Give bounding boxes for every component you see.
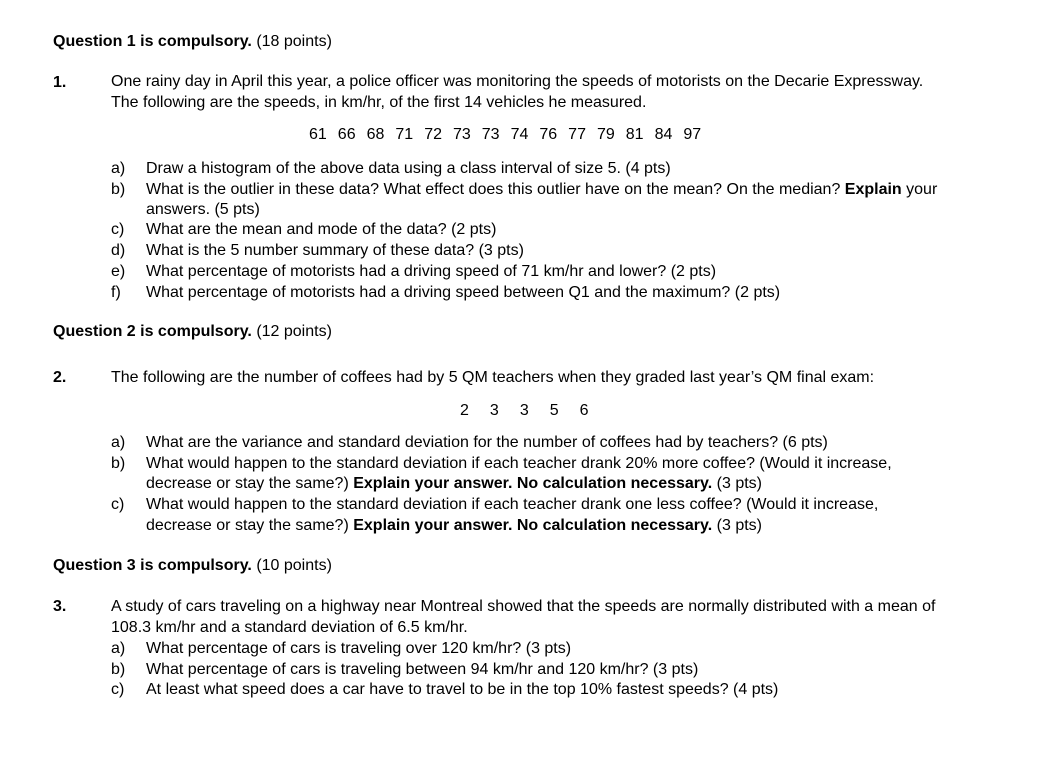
q2-points: (12 points) xyxy=(256,323,332,340)
q2-heading xyxy=(53,322,332,342)
q3-heading xyxy=(53,556,332,576)
q2-coffees-list xyxy=(460,401,589,421)
speed-value: 79 xyxy=(596,126,615,143)
q2-part-a xyxy=(111,433,828,453)
q2-b-line2 xyxy=(146,474,762,494)
q1-speeds-list xyxy=(309,125,701,145)
coffee-value: 3 xyxy=(489,402,499,419)
q2-part-b xyxy=(111,454,892,474)
coffee-value: 6 xyxy=(579,402,589,419)
q2-intro: The following are the number of coffees had by 5 QM teachers when they graded last year’s QM final exam: xyxy=(111,369,875,386)
q1-number: 1. xyxy=(53,74,67,91)
q1-part-a xyxy=(111,159,671,179)
speed-value: 71 xyxy=(395,126,414,143)
q2-c-text: What would happen to the standard deviation if each teacher drank one less coffee? (Would it increase, xyxy=(146,496,879,513)
speed-value: 84 xyxy=(654,126,673,143)
speed-value: 61 xyxy=(309,126,327,143)
q3-a-letter: a) xyxy=(111,640,126,657)
q3-part-b xyxy=(111,660,698,680)
q1-b-line2: answers. (5 pts) xyxy=(146,201,260,218)
coffee-value: 2 xyxy=(460,402,469,419)
q1-d-letter: d) xyxy=(111,242,126,259)
q1-e-text: What percentage of motorists had a driving speed of 71 km/hr and lower? (2 pts) xyxy=(146,263,717,280)
speed-value: 73 xyxy=(452,126,471,143)
speed-value: 73 xyxy=(481,126,500,143)
q3-intro-line2: 108.3 km/hr and a standard deviation of 6.5 km/hr. xyxy=(111,619,468,636)
q2-c-line2b: (3 pts) xyxy=(716,517,762,534)
q3-a-text: What percentage of cars is traveling over 120 km/hr? (3 pts) xyxy=(146,640,572,657)
q1-c-letter: c) xyxy=(111,221,125,238)
q2-c-bold: Explain your answer. No calculation necessary. xyxy=(353,517,713,534)
q3-number: 3. xyxy=(53,598,67,615)
q1-part-b xyxy=(111,180,937,200)
q3-part-a xyxy=(111,639,571,659)
speed-value: 81 xyxy=(625,126,644,143)
speed-value: 76 xyxy=(539,126,558,143)
q3-c-letter: c) xyxy=(111,681,125,698)
q1-points: (18 points) xyxy=(256,33,332,50)
q1-b-text2: your xyxy=(906,181,938,198)
q3-points: (10 points) xyxy=(256,557,332,574)
q1-a-letter: a) xyxy=(111,160,126,177)
q2-c-line2 xyxy=(146,516,762,536)
speed-value: 72 xyxy=(424,126,442,143)
q1-heading xyxy=(53,32,332,52)
coffee-value: 5 xyxy=(549,402,559,419)
q1-part-e xyxy=(111,262,716,282)
q1-b-letter: b) xyxy=(111,181,126,198)
q1-intro-line1: One rainy day in April this year, a police officer was monitoring the speeds of motorists on the Decarie Expressway. xyxy=(111,73,924,90)
q2-c-letter: c) xyxy=(111,496,125,513)
q1-b-text1: What is the outlier in these data? What effect does this outlier have on the mean? On the median? xyxy=(146,181,841,198)
q2-a-letter: a) xyxy=(111,434,126,451)
speed-value: 97 xyxy=(683,126,702,143)
q1-a-text: Draw a histogram of the above data using a class interval of size 5. (4 pts) xyxy=(146,160,671,177)
q1-b-bold: Explain xyxy=(844,181,902,198)
q3-c-text: At least what speed does a car have to travel to be in the top 10% fastest speeds? (4 pts) xyxy=(146,681,779,698)
q2-b-line2b: (3 pts) xyxy=(716,475,762,492)
q2-b-line2a: decrease or stay the same?) xyxy=(146,475,349,492)
q2-b-text: What would happen to the standard deviation if each teacher drank 20% more coffee? (Would it increase, xyxy=(146,455,892,472)
q3-heading-bold: Question 3 is compulsory. xyxy=(53,557,252,574)
q1-e-letter: e) xyxy=(111,263,126,280)
speed-value: 74 xyxy=(510,126,529,143)
q2-a-text: What are the variance and standard deviation for the number of coffees had by teachers? (6 pts) xyxy=(146,434,828,451)
q1-part-c xyxy=(111,220,496,240)
q1-heading-bold: Question 1 is compulsory. xyxy=(53,33,252,50)
q3-b-text: What percentage of cars is traveling between 94 km/hr and 120 km/hr? (3 pts) xyxy=(146,661,699,678)
speed-value: 77 xyxy=(568,126,586,143)
q3-part-c xyxy=(111,680,778,700)
q1-part-d xyxy=(111,241,524,261)
q1-d-text: What is the 5 number summary of these data? (3 pts) xyxy=(146,242,524,259)
q2-c-line2a: decrease or stay the same?) xyxy=(146,517,349,534)
q1-c-text: What are the mean and mode of the data? (2 pts) xyxy=(146,221,497,238)
q1-intro-line2: The following are the speeds, in km/hr, of the first 14 vehicles he measured. xyxy=(111,94,647,111)
q1-f-text: What percentage of motorists had a driving speed between Q1 and the maximum? (2 pts) xyxy=(146,284,781,301)
q1-f-letter: f) xyxy=(111,284,121,301)
q2-b-bold: Explain your answer. No calculation necessary. xyxy=(353,475,713,492)
q2-heading-bold: Question 2 is compulsory. xyxy=(53,323,252,340)
q2-number: 2. xyxy=(53,369,67,386)
speed-value: 68 xyxy=(366,126,385,143)
coffee-value: 3 xyxy=(519,402,529,419)
q2-part-c xyxy=(111,495,878,515)
q1-part-f xyxy=(111,283,780,303)
q2-b-letter: b) xyxy=(111,455,126,472)
speed-value: 66 xyxy=(337,126,356,143)
q3-b-letter: b) xyxy=(111,661,126,678)
q1-b-text xyxy=(146,180,937,200)
q3-intro-line1: A study of cars traveling on a highway near Montreal showed that the speeds are normally distributed with a mean of xyxy=(111,598,936,615)
